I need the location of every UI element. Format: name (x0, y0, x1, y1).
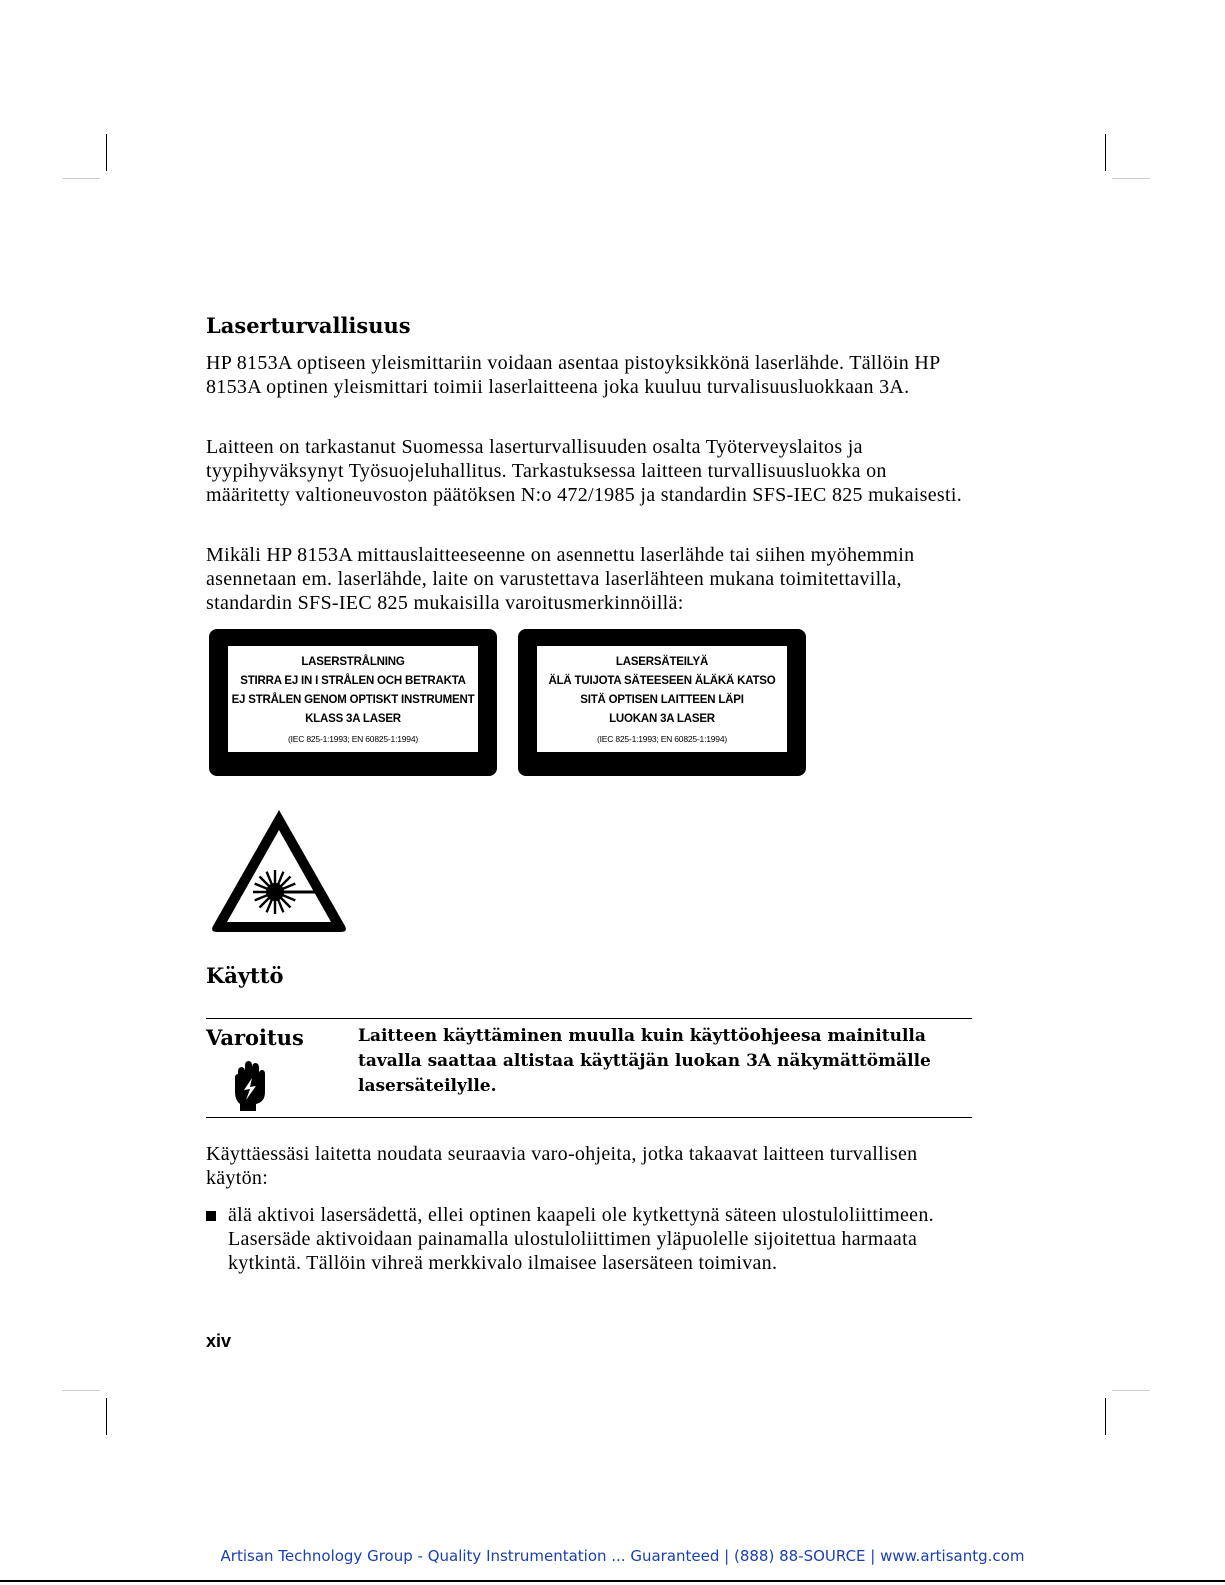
list-item-text: älä aktivoi lasersädettä, ellei optinen kaapeli ole kytkettynä säteen ulostuloliittimeen. Lasersäde aktivoidaan painamalla ulostuloliittimen yläpuolelle sijoitettua harmaata kytkintä. Tällöin vihreä merkkivalo ilmaisee lasersäteen toimivan. (228, 1204, 934, 1274)
safety-bullet-list (206, 1203, 966, 1275)
list-item (206, 1203, 966, 1275)
page-number: xiv (206, 1331, 232, 1351)
paragraph-usage-intro: Käyttäessäsi laitetta noudata seuraavia varo-ohjeita, jotka takaavat laitteen turvallisen käytön: (206, 1143, 918, 1189)
label-standard-ref: (IEC 825-1:1993; EN 60825-1:1994) (597, 734, 727, 744)
warning-heading: Varoitus (206, 1025, 304, 1050)
hazard-hand-icon (232, 1058, 268, 1112)
crop-mark-top-left (106, 134, 107, 171)
section-title-kaytto: Käyttö (206, 963, 284, 988)
label-standard-ref: (IEC 825-1:1993; EN 60825-1:1994) (288, 734, 418, 744)
paragraph-inspection: Laitteen on tarkastanut Suomessa laserturvallisuuden osalta Työterveyslaitos ja tyypihyväksynyt Työsuojeluhallitus. Tarkastuksessa laitteen turvallisuusluokka on määritetty valtioneuvoston päätöksen N:o 472/1985 ja standardin SFS-IEC 825 mukaisesti. (206, 436, 963, 506)
warning-bottom-rule (206, 1117, 972, 1118)
paragraph-intro: HP 8153A optiseen yleismittariin voidaan asentaa pistoyksikkönä laserlähde. Tällöin HP 8153A optinen yleismittari toimii laserlaitteena joka kuuluu turvalisuusluokkaan 3A. (206, 352, 940, 398)
footer-rule (0, 1580, 1225, 1582)
label-line: STIRRA EJ IN I STRÅLEN OCH BETRAKTA (240, 675, 466, 687)
label-line: SITÄ OPTISEN LAITTEEN LÄPI (580, 694, 744, 706)
laser-warning-label-swedish (209, 629, 497, 776)
label-line: LASERSTRÅLNING (301, 656, 405, 668)
bullet-square-icon (206, 1211, 216, 1221)
laser-hazard-icon (207, 804, 351, 936)
crop-mark-top-right-h (1112, 178, 1150, 179)
warning-top-rule (206, 1018, 972, 1019)
crop-mark-bottom-left-h (62, 1390, 100, 1391)
section-title-laserturvallisuus: Laserturvallisuus (206, 313, 411, 338)
label-line: EJ STRÅLEN GENOM OPTISKT INSTRUMENT (231, 694, 475, 706)
crop-mark-bottom-left (106, 1398, 107, 1435)
crop-mark-bottom-right-h (1112, 1390, 1150, 1391)
paragraph-labels-required: Mikäli HP 8153A mittauslaitteeseenne on asennettu laserlähde tai siihen myöhemmin asennetaan em. laserlähde, laite on varustettava laserlähteen mukana toimitettavilla, standardin SFS-IEC 825 mukaisilla varoitusmerkinnöillä: (206, 544, 915, 614)
crop-mark-bottom-right (1105, 1398, 1106, 1435)
laser-warning-label-finnish (518, 629, 806, 776)
label-line: LASERSÄTEILYÄ (615, 656, 709, 668)
label-line: KLASS 3A LASER (305, 713, 401, 725)
label-line: LUOKAN 3A LASER (609, 713, 715, 725)
warning-text: Laitteen käyttäminen muulla kuin käyttöohjeesa mainitulla tavalla saattaa altistaa käyttäjän luokan 3A näkymättömälle lasersäteilylle. (358, 1026, 931, 1096)
label-line: ÄLÄ TUIJOTA SÄTEESEEN ÄLÄKÄ KATSO (548, 675, 776, 687)
footer-banner[interactable]: Artisan Technology Group - Quality Instrumentation ... Guaranteed | (888) 88-SOURCE | www.artisantg.com (220, 1547, 1025, 1565)
crop-mark-top-left-h (62, 178, 100, 179)
crop-mark-top-right (1105, 134, 1106, 171)
